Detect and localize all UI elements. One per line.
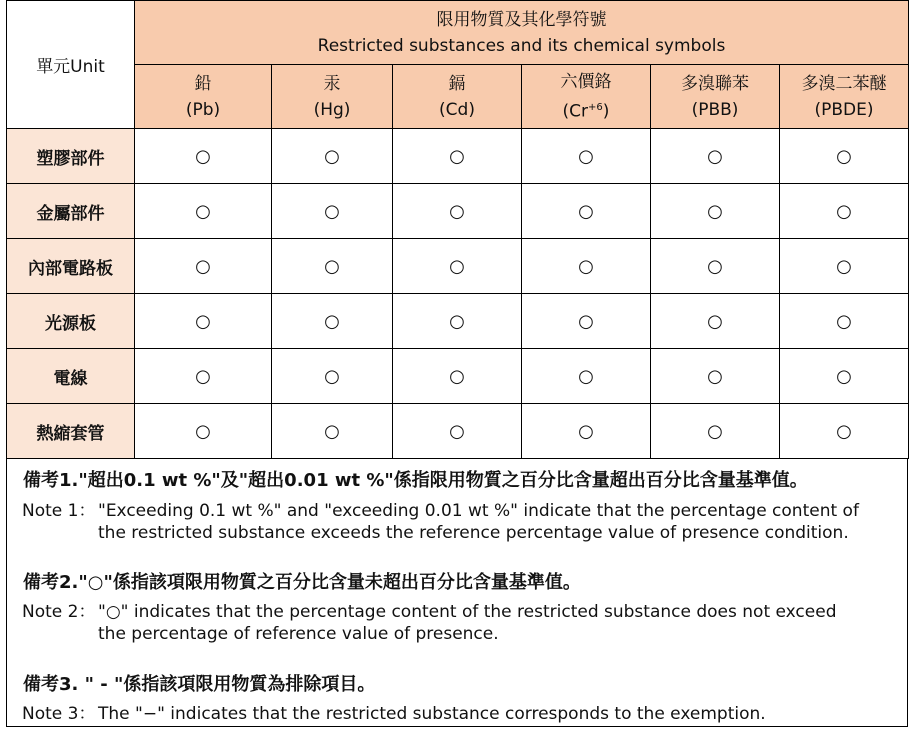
table-cell: ○	[651, 349, 780, 404]
note-1-en	[22, 500, 859, 544]
table-row	[7, 184, 909, 239]
note-1-line2: the restricted substance exceeds the reference percentage value of presence condition.	[98, 523, 849, 543]
table-row	[7, 129, 909, 184]
table-cell: ○	[780, 129, 909, 184]
substance-header-cr6: 六價鉻 $(Cr^{+6})$	[522, 65, 651, 129]
table-cell: ○	[272, 129, 393, 184]
note-3-en	[22, 703, 766, 725]
title-en: Restricted substances and its chemical symbols	[317, 35, 726, 56]
substance-header-cd: 鎘 (Cd)	[393, 65, 522, 129]
table-cell: ○	[272, 184, 393, 239]
table-cell: ○	[272, 404, 393, 459]
table-row	[7, 294, 909, 349]
row-unit-label: 電線	[7, 349, 135, 404]
note-2-en	[22, 601, 837, 645]
table-cell: ○	[135, 294, 272, 349]
table-row	[7, 239, 909, 294]
table-cell: ○	[135, 129, 272, 184]
rohs-table	[6, 0, 909, 459]
table-cell: ○	[780, 404, 909, 459]
table-cell: ○	[651, 404, 780, 459]
table-cell: ○	[780, 349, 909, 404]
table-cell: ○	[393, 239, 522, 294]
table-cell: ○	[272, 294, 393, 349]
note-3-label: Note 3：	[22, 704, 96, 724]
row-unit-label: 光源板	[7, 294, 135, 349]
substance-header-hg: 汞 (Hg)	[272, 65, 393, 129]
table-cell: ○	[522, 349, 651, 404]
table-cell: ○	[522, 404, 651, 459]
substance-header-pb: 鉛 (Pb)	[135, 65, 272, 129]
table-cell: ○	[393, 404, 522, 459]
table-cell: ○	[135, 239, 272, 294]
table-cell: ○	[393, 184, 522, 239]
table-row	[7, 349, 909, 404]
note-2-line2: the percentage of reference value of presence.	[98, 624, 499, 644]
note-3-zh: 備考3. " - "係指該項限用物質為排除項目。	[23, 674, 376, 695]
table-row	[7, 404, 909, 459]
table-cell: ○	[135, 349, 272, 404]
unit-header: 單元Unit	[7, 1, 135, 129]
note-1-line1: "Exceeding 0.1 wt %" and "exceeding 0.01 wt %" indicate that the percentage content of	[98, 501, 859, 521]
substances-title	[135, 1, 909, 65]
table-cell: ○	[522, 129, 651, 184]
row-unit-label: 熱縮套管	[7, 404, 135, 459]
table-cell: ○	[651, 184, 780, 239]
table-cell: ○	[780, 294, 909, 349]
notes-section	[6, 458, 908, 727]
table-cell: ○	[393, 294, 522, 349]
table-cell: ○	[780, 239, 909, 294]
note-3-line1: The "−" indicates that the restricted substance corresponds to the exemption.	[98, 704, 766, 724]
note-1-label: Note 1：	[22, 501, 96, 521]
table-cell: ○	[522, 294, 651, 349]
substance-header-pbde: 多溴二苯醚 (PBDE)	[780, 65, 909, 129]
table-cell: ○	[522, 184, 651, 239]
table-cell: ○	[393, 129, 522, 184]
table-cell: ○	[522, 239, 651, 294]
row-unit-label: 塑膠部件	[7, 129, 135, 184]
table-cell: ○	[651, 294, 780, 349]
note-2-zh: 備考2."○"係指該項限用物質之百分比含量未超出百分比含量基準值。	[23, 572, 581, 593]
table-cell: ○	[135, 184, 272, 239]
table-cell: ○	[651, 129, 780, 184]
table-cell: ○	[780, 184, 909, 239]
row-unit-label: 內部電路板	[7, 239, 135, 294]
note-2-line1: "○" indicates that the percentage content of the restricted substance does not exceed	[98, 602, 837, 622]
table-cell: ○	[272, 349, 393, 404]
note-2-label: Note 2：	[22, 602, 96, 622]
row-unit-label: 金屬部件	[7, 184, 135, 239]
table-cell: ○	[393, 349, 522, 404]
title-zh: 限用物質及其化學符號	[436, 9, 607, 30]
table-cell: ○	[651, 239, 780, 294]
note-1-zh: 備考1."超出0.1 wt %"及"超出0.01 wt %"係指限用物質之百分比含量超出百分比含量基準值。	[23, 470, 808, 491]
substance-header-pbb: 多溴聯苯 (PBB)	[651, 65, 780, 129]
table-cell: ○	[135, 404, 272, 459]
table-cell: ○	[272, 239, 393, 294]
